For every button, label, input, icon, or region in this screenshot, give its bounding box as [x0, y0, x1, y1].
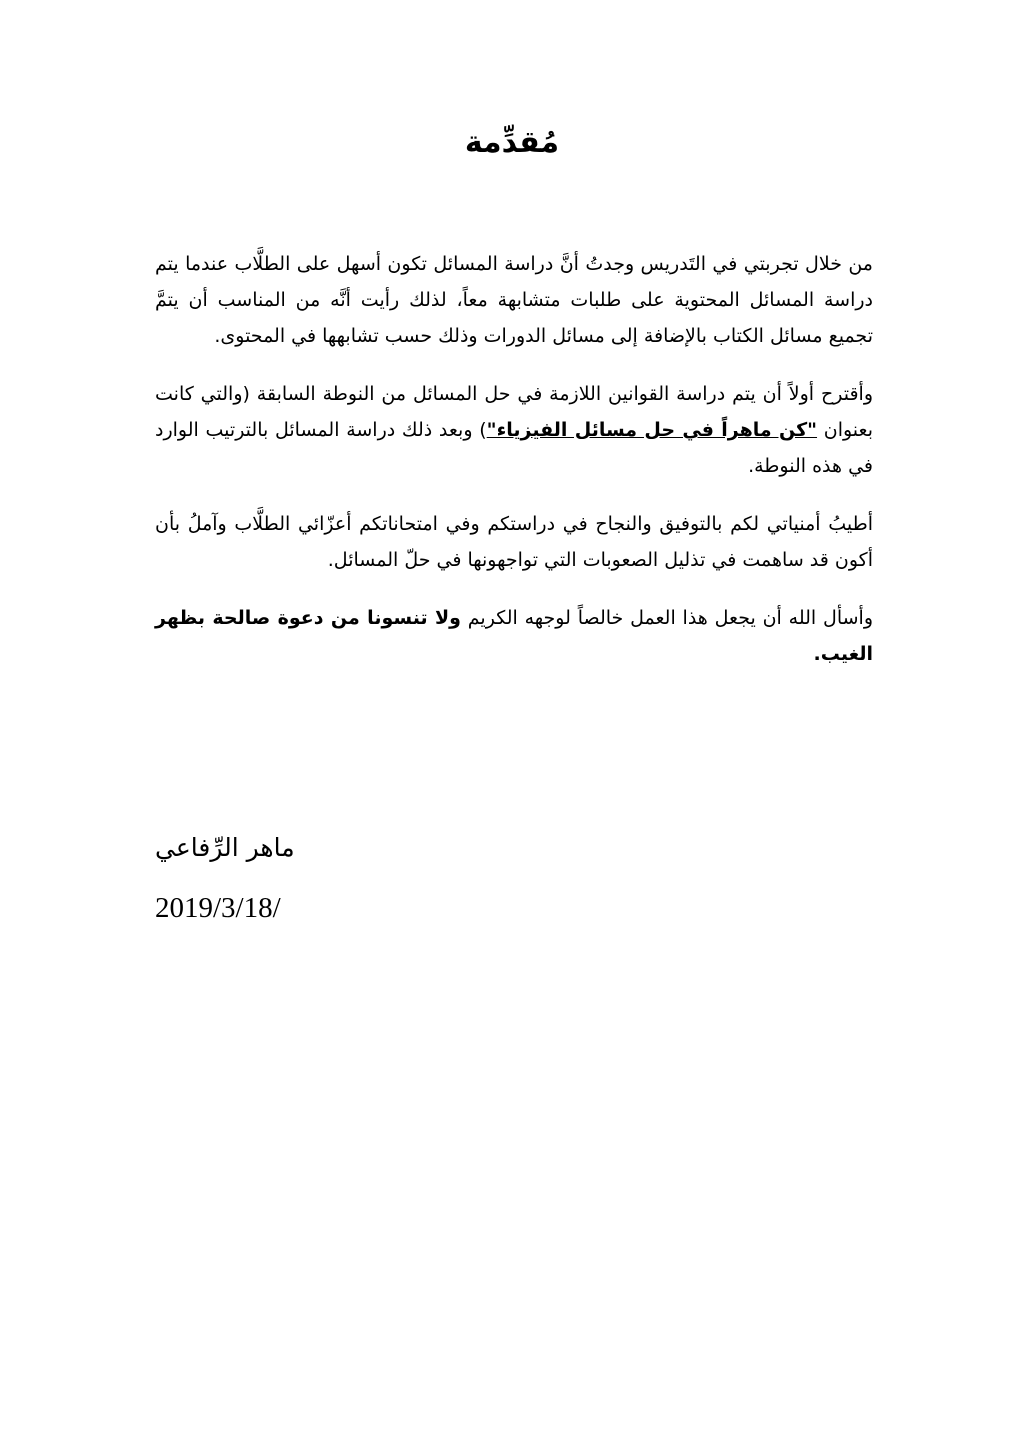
document-body — [155, 246, 873, 694]
paragraph-text: وأسأل الله أن يجعل هذا العمل خالصاً لوجهه الكريم — [460, 607, 873, 629]
author-signature: ماهر الرِّفاعي — [155, 833, 295, 862]
closing-request: ولا تنسونا من دعوة صالحة بظهر الغيب. — [155, 607, 873, 665]
paragraph-text: ) وبعد ذلك دراسة المسائل بالترتيب الوارد في هذه النوطة. — [155, 419, 873, 477]
paragraph-text: أطيبُ أمنياتي لكم بالتوفيق والنجاح في دراستكم وفي امتحاناتكم أعزّائي الطلَّاب وآملُ بأن أكون قد ساهمت في تذليل الصعوبات التي تواجهونها في حلّ المسائل. — [155, 513, 873, 571]
paragraph-suggestion — [155, 376, 873, 484]
paragraph-text: وأقترح أولاً أن يتم دراسة القوانين اللازمة في حل المسائل من النوطة السابقة (والتي كانت بعنوان — [155, 383, 873, 441]
paragraph-intro — [155, 246, 873, 354]
previous-booklet-title: "كن ماهراً في حل مسائل الفيزياء" — [486, 419, 818, 441]
paragraph-text: من خلال تجربتي في التَدريس وجدتُ أنَّ دراسة المسائل تكون أسهل على الطلَّاب عندما يتم دراسة المسائل المحتوية على طلبات متشابهة معاً، لذلك رأيت أنَّه من المناسب أن يتمَّ تجميع مسائل الكتاب بالإضافة إلى مسائل الدورات وذلك حسب تشابهها في المحتوى. — [155, 253, 873, 347]
document-date: 2019/3/18/ — [155, 892, 281, 924]
paragraph-closing — [155, 600, 873, 672]
paragraph-wishes — [155, 506, 873, 578]
page-title: مُقدِّمة — [464, 125, 560, 160]
